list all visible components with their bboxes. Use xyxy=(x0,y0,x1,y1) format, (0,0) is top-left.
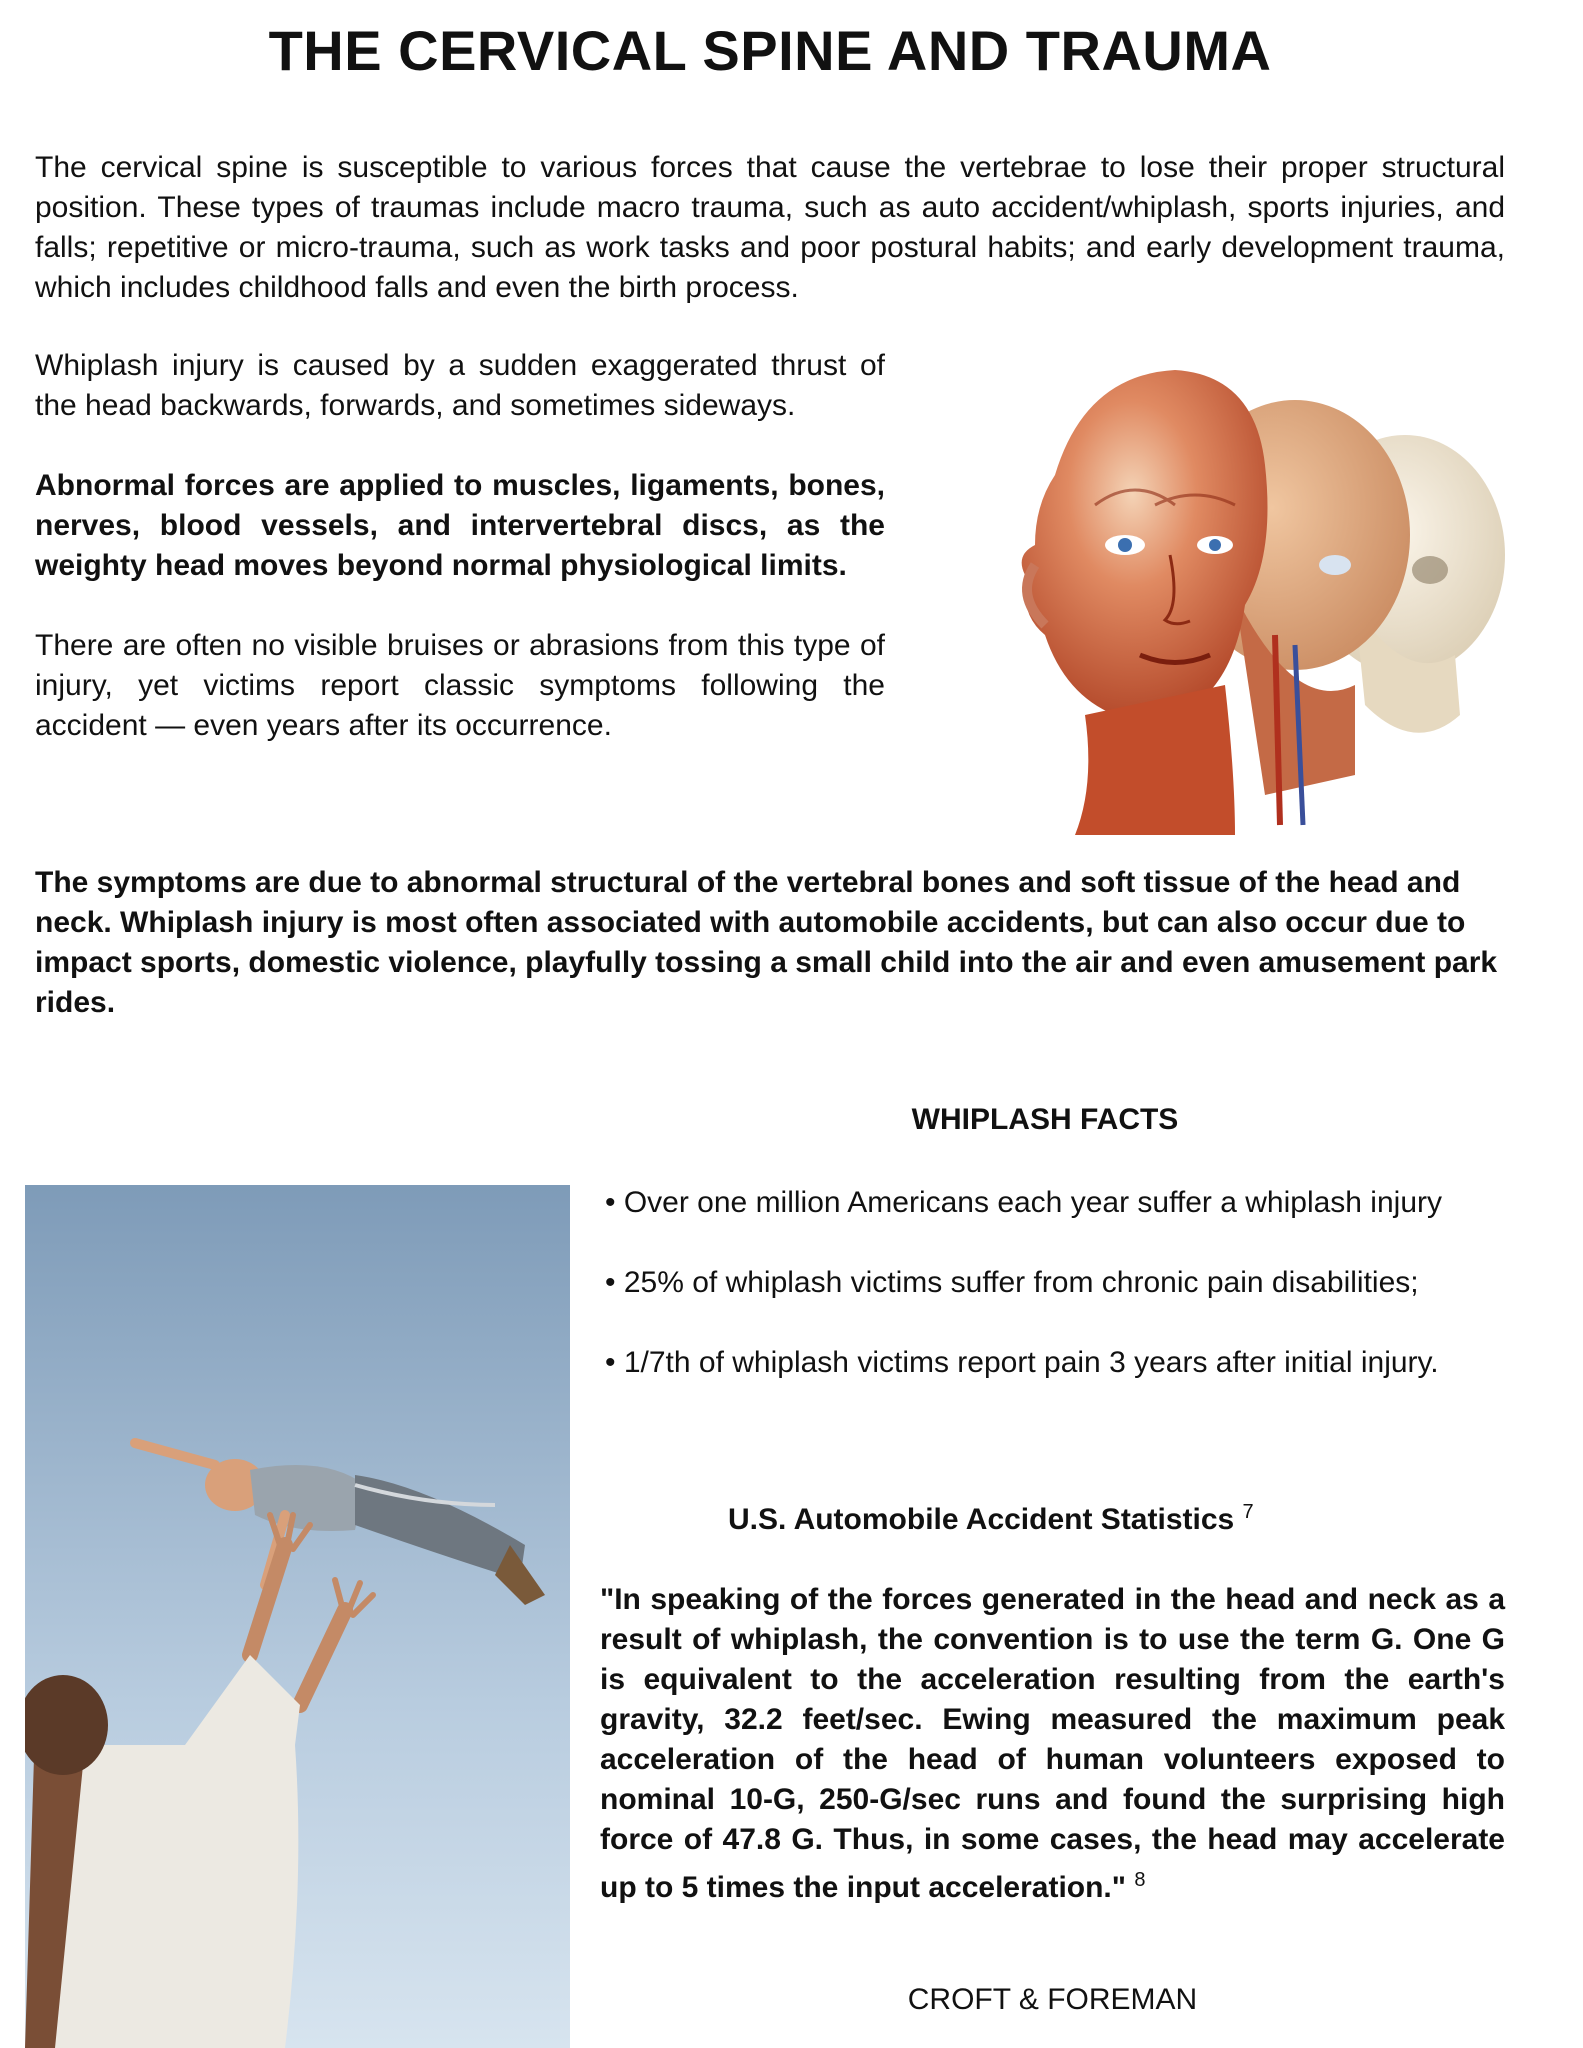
author-credit: CROFT & FOREMAN xyxy=(907,1983,1198,2016)
no-bruises-paragraph: There are often no visible bruises or abrasions from this type of injury, yet victims report classic symptoms following the accident — even years after its occurrence. xyxy=(35,629,885,742)
stats-source-ref: 7 xyxy=(1242,1501,1254,1523)
head-anatomy-illustration xyxy=(935,355,1515,835)
quote-ref: 8 xyxy=(1134,1869,1146,1891)
stats-source xyxy=(728,1501,1254,1537)
child-toss-svg xyxy=(25,1185,570,2048)
muscle-face-layer xyxy=(1022,370,1268,835)
symptoms-paragraph: The symptoms are due to abnormal structural of the vertebral bones and soft tissue of the head and neck. Whiplash injury is most often associated with automobile accidents, but can also occur due to impact sports, domestic violence, playfully tossing a small child into the air and even amusement park rides. xyxy=(35,866,1498,1019)
head-anatomy-svg xyxy=(935,355,1515,835)
child-toss-photo xyxy=(25,1185,570,2048)
facts-heading: WHIPLASH FACTS xyxy=(911,1103,1179,1136)
whiplash-cause-paragraph: Whiplash injury is caused by a sudden exaggerated thrust of the head backwards, forwards, and sometimes sideways. xyxy=(35,349,885,422)
abnormal-forces-paragraph: Abnormal forces are applied to muscles, ligaments, bones, nerves, blood vessels, and intervertebral discs, as the weighty head moves beyond normal physiological limits. xyxy=(35,469,885,582)
g-force-quote xyxy=(600,1580,1505,1908)
fact-item: • 25% of whiplash victims suffer from chronic pain disabilities; xyxy=(605,1266,1419,1299)
fact-item: • Over one million Americans each year suffer a whiplash injury xyxy=(605,1186,1442,1219)
quote-text: "In speaking of the forces generated in the head and neck as a result of whiplash, the convention is to use the term G. One G is equivalent to the acceleration resulting from the earth's gravity, 32.2 feet/sec. Ewing measured the maximum peak acceleration of the head of human volunteers exposed to nominal 10-G, 250-G/sec runs and found the surprising high force of 47.8 G. Thus, in some cases, the head may accelerate up to 5 times the input acceleration." xyxy=(600,1583,1505,1904)
stats-source-text: U.S. Automobile Accident Statistics xyxy=(728,1503,1235,1536)
whiplash-description xyxy=(35,346,885,786)
facts-list xyxy=(605,1183,1505,1383)
page-title: THE CERVICAL SPINE AND TRAUMA xyxy=(268,19,1272,82)
intro-paragraph: The cervical spine is susceptible to various forces that cause the vertebrae to lose their proper structural position. These types of traumas include macro trauma, such as auto accident/whiplash, sports injuries, and falls; repetitive or micro-trauma, such as work tasks and poor postural habits; and early development trauma, which includes childhood falls and even the birth process. xyxy=(35,151,1505,304)
fact-item: • 1/7th of whiplash victims report pain 3 years after initial injury. xyxy=(605,1346,1439,1379)
